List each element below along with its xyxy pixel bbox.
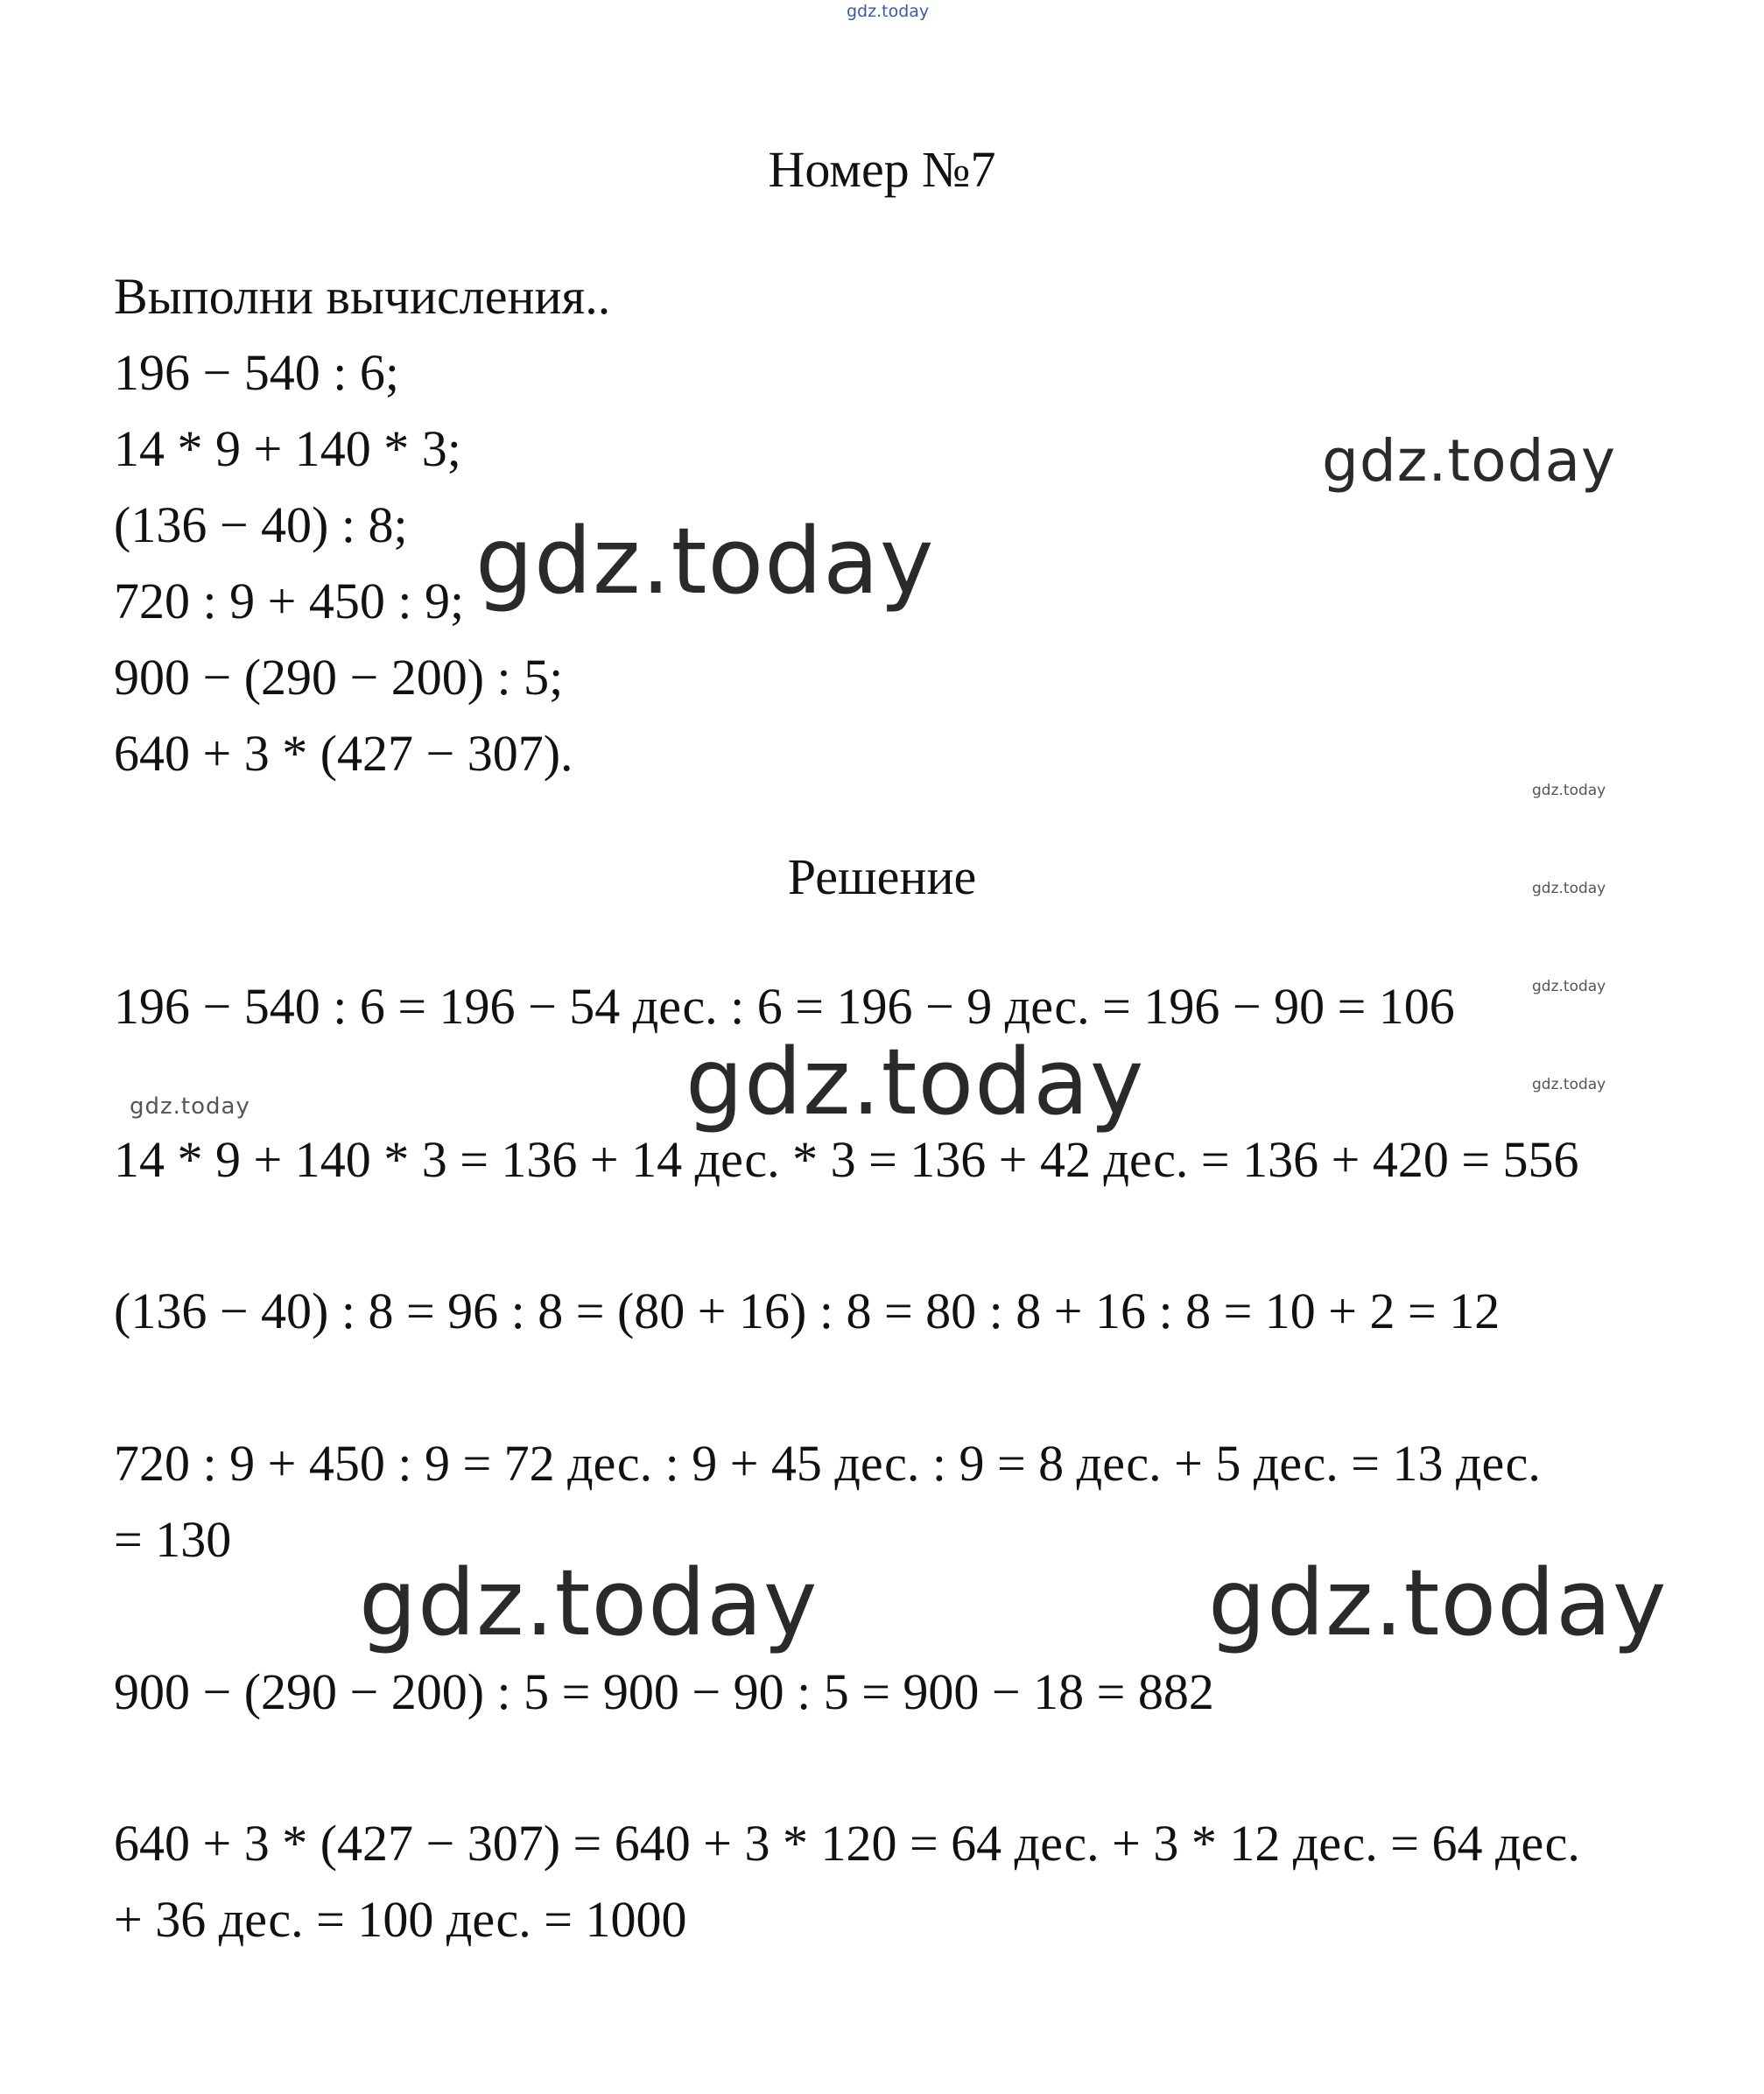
solution-line-4-cont: = 130 [114,1511,232,1568]
task-expression-1: 196 − 540 : 6; [114,344,399,401]
solution-line-4: 720 : 9 + 450 : 9 = 72 дес. : 9 + 45 дес. : 9 = 8 дес. + 5 дес. = 13 дес. [114,1435,1541,1492]
solution-line-3: (136 − 40) : 8 = 96 : 8 = (80 + 16) : 8 = 80 : 8 + 16 : 8 = 10 + 2 = 12 [114,1282,1500,1339]
task-expression-6: 640 + 3 * (427 − 307). [114,725,573,782]
watermark-left-small: gdz.today [130,1093,250,1120]
page-title: Номер №7 [768,141,996,198]
watermark-upper-right: gdz.today [1322,427,1617,495]
watermark-lower-right: gdz.today [1208,1549,1668,1656]
task-expression-2: 14 * 9 + 140 * 3; [114,420,461,477]
watermark-small-1: gdz.today [1532,782,1606,799]
watermark-upper-center: gdz.today [475,508,935,615]
watermark-lower-left: gdz.today [359,1549,819,1656]
task-instruction: Выполни вычисления.. [114,268,611,325]
watermark-small-3: gdz.today [1532,978,1606,995]
solution-line-1: 196 − 540 : 6 = 196 − 54 дес. : 6 = 196 − 9 дес. = 196 − 90 = 106 [114,978,1455,1035]
task-expression-5: 900 − (290 − 200) : 5; [114,649,564,706]
solution-line-6-cont: + 36 дес. = 100 дес. = 1000 [114,1891,687,1948]
watermark-small-4: gdz.today [1532,1076,1606,1093]
task-expression-3: (136 − 40) : 8; [114,496,408,553]
solution-line-6: 640 + 3 * (427 − 307) = 640 + 3 * 120 = 64 дес. + 3 * 12 дес. = 64 дес. [114,1815,1580,1872]
watermark-top: gdz.today [847,2,930,21]
watermark-small-2: gdz.today [1532,880,1606,897]
watermark-middle-center: gdz.today [685,1029,1145,1135]
solution-heading: Решение [787,848,977,905]
solution-line-2: 14 * 9 + 140 * 3 = 136 + 14 дес. * 3 = 136 + 42 дес. = 136 + 420 = 556 [114,1131,1579,1188]
solution-line-5: 900 − (290 − 200) : 5 = 900 − 90 : 5 = 900 − 18 = 882 [114,1663,1214,1720]
task-expression-4: 720 : 9 + 450 : 9; [114,573,465,629]
